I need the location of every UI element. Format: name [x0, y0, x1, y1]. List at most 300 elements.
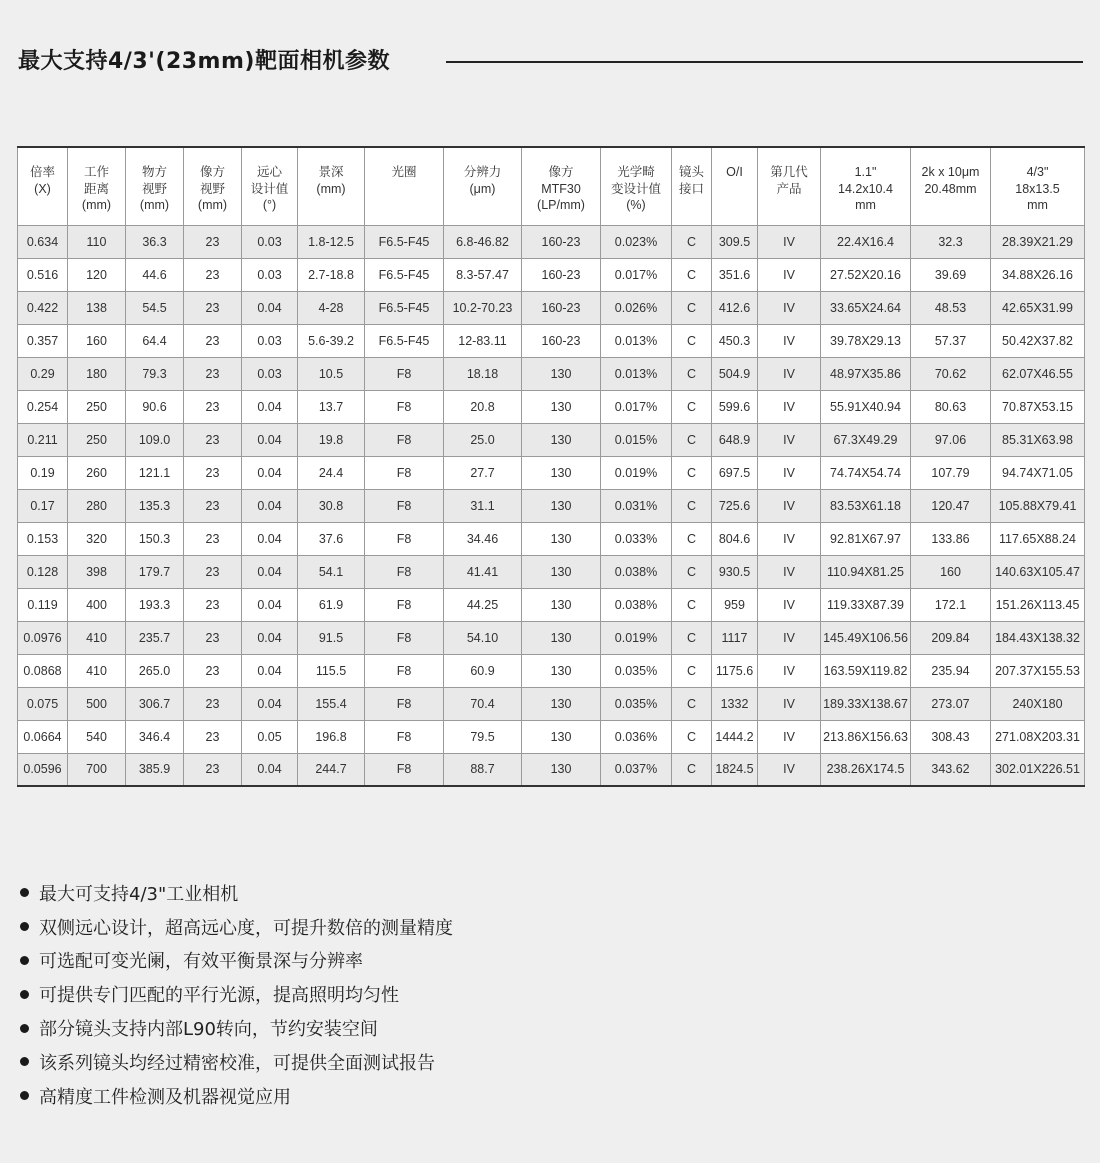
table-cell: 54.5 — [126, 291, 184, 324]
table-cell: 351.6 — [712, 258, 758, 291]
table-cell: 70.4 — [444, 687, 522, 720]
column-header-line: 像方 — [199, 165, 225, 179]
table-row — [18, 225, 1085, 258]
column-header-line: 14.2x10.4 — [838, 181, 893, 196]
table-cell: 0.19 — [18, 456, 68, 489]
bullet-icon — [20, 1057, 29, 1066]
table-cell: 130 — [522, 654, 601, 687]
table-cell: 0.0976 — [18, 621, 68, 654]
table-cell: 36.3 — [126, 225, 184, 258]
table-cell: 540 — [68, 720, 126, 753]
column-header-line: MTF30 — [541, 181, 581, 196]
table-cell: 1824.5 — [712, 753, 758, 786]
table-cell: IV — [758, 621, 821, 654]
table-cell: 44.6 — [126, 258, 184, 291]
table-cell: 599.6 — [712, 390, 758, 423]
column-header — [911, 147, 991, 225]
table-cell: F8 — [365, 390, 444, 423]
table-cell: 0.04 — [242, 291, 298, 324]
table-row — [18, 324, 1085, 357]
table-cell: 24.4 — [298, 456, 365, 489]
column-header-line: 景深 — [318, 165, 344, 179]
table-row — [18, 753, 1085, 786]
table-cell: 0.017% — [601, 258, 672, 291]
table-cell: 0.03 — [242, 225, 298, 258]
table-cell: 130 — [522, 456, 601, 489]
table-cell: 23 — [184, 687, 242, 720]
column-header — [365, 147, 444, 225]
table-cell: 1444.2 — [712, 720, 758, 753]
table-cell: 54.10 — [444, 621, 522, 654]
column-header-line: 设计值 — [250, 181, 289, 196]
table-cell: 22.4X16.4 — [821, 225, 911, 258]
table-cell: 119.33X87.39 — [821, 588, 911, 621]
table-row — [18, 423, 1085, 456]
table-cell: 130 — [522, 423, 601, 456]
column-header-line: O/I — [726, 165, 743, 179]
table-cell: 110 — [68, 225, 126, 258]
table-cell: IV — [758, 654, 821, 687]
table-cell: 23 — [184, 390, 242, 423]
table-cell: 240X180 — [991, 687, 1085, 720]
table-row — [18, 522, 1085, 555]
feature-text: 可选配可变光阑，有效平衡景深与分辨率 — [39, 951, 363, 973]
table-cell: 250 — [68, 423, 126, 456]
table-cell: F6.5-F45 — [365, 291, 444, 324]
table-cell: 130 — [522, 687, 601, 720]
table-cell: 160 — [68, 324, 126, 357]
table-row — [18, 456, 1085, 489]
column-header-line: 物方 — [141, 165, 167, 179]
table-cell: 196.8 — [298, 720, 365, 753]
table-cell: 0.04 — [242, 489, 298, 522]
bullet-icon — [20, 922, 29, 931]
table-row — [18, 390, 1085, 423]
table-cell: 0.037% — [601, 753, 672, 786]
table-cell: 5.6-39.2 — [298, 324, 365, 357]
column-header-line: 倍率 — [29, 165, 55, 179]
table-cell: 280 — [68, 489, 126, 522]
table-cell: 160-23 — [522, 225, 601, 258]
table-cell: 48.97X35.86 — [821, 357, 911, 390]
table-row — [18, 258, 1085, 291]
feature-item — [18, 1011, 453, 1045]
table-cell: 39.69 — [911, 258, 991, 291]
table-cell: 0.026% — [601, 291, 672, 324]
table-cell: 0.03 — [242, 324, 298, 357]
table-cell: 117.65X88.24 — [991, 522, 1085, 555]
feature-item — [18, 876, 453, 910]
table-cell: 235.94 — [911, 654, 991, 687]
table-cell: F8 — [365, 654, 444, 687]
feature-item — [18, 977, 453, 1011]
table-cell: 0.015% — [601, 423, 672, 456]
table-cell: 23 — [184, 324, 242, 357]
column-header — [444, 147, 522, 225]
table-cell: 700 — [68, 753, 126, 786]
table-row — [18, 357, 1085, 390]
table-cell: 0.119 — [18, 588, 68, 621]
column-header — [712, 147, 758, 225]
table-cell: 184.43X138.32 — [991, 621, 1085, 654]
page-title: 最大支持4/3'(23mm)靶面相机参数 — [18, 49, 390, 74]
table-cell: 70.62 — [911, 357, 991, 390]
column-header-line: 光学畸 — [617, 165, 655, 179]
table-cell: F8 — [365, 555, 444, 588]
column-header-line: 远心 — [256, 165, 282, 179]
table-cell: C — [672, 621, 712, 654]
column-header-line: (X) — [34, 181, 51, 196]
table-cell: 79.5 — [444, 720, 522, 753]
table-cell: 130 — [522, 720, 601, 753]
table-cell: 4-28 — [298, 291, 365, 324]
column-header-line: mm — [1027, 198, 1048, 212]
table-cell: C — [672, 258, 712, 291]
table-cell: 48.53 — [911, 291, 991, 324]
table-cell: C — [672, 720, 712, 753]
table-cell: 0.023% — [601, 225, 672, 258]
table-cell: 23 — [184, 753, 242, 786]
table-cell: 265.0 — [126, 654, 184, 687]
column-header — [821, 147, 911, 225]
table-cell: 32.3 — [911, 225, 991, 258]
table-cell: 346.4 — [126, 720, 184, 753]
column-header-line: 2k x 10μm — [921, 165, 980, 179]
table-cell: 160-23 — [522, 291, 601, 324]
table-cell: 0.04 — [242, 588, 298, 621]
table-cell: 412.6 — [712, 291, 758, 324]
table-cell: 0.0664 — [18, 720, 68, 753]
table-cell: 23 — [184, 588, 242, 621]
table-cell: 67.3X49.29 — [821, 423, 911, 456]
table-row — [18, 654, 1085, 687]
table-cell: 151.26X113.45 — [991, 588, 1085, 621]
table-cell: 0.422 — [18, 291, 68, 324]
table-cell: 0.019% — [601, 456, 672, 489]
feature-text: 部分镜头支持内部L90转向，节约安装空间 — [39, 1019, 378, 1041]
table-cell: 0.05 — [242, 720, 298, 753]
table-cell: 0.254 — [18, 390, 68, 423]
table-cell: IV — [758, 489, 821, 522]
table-cell: C — [672, 225, 712, 258]
table-cell: 6.8-46.82 — [444, 225, 522, 258]
table-cell: 0.019% — [601, 621, 672, 654]
table-cell: C — [672, 456, 712, 489]
table-cell: 94.74X71.05 — [991, 456, 1085, 489]
spec-table — [17, 146, 1085, 787]
table-cell: 193.3 — [126, 588, 184, 621]
table-cell: 1.8-12.5 — [298, 225, 365, 258]
table-cell: 42.65X31.99 — [991, 291, 1085, 324]
table-cell: 145.49X106.56 — [821, 621, 911, 654]
table-cell: 804.6 — [712, 522, 758, 555]
table-cell: 0.04 — [242, 654, 298, 687]
table-cell: 160 — [911, 555, 991, 588]
table-cell: 172.1 — [911, 588, 991, 621]
table-cell: 27.7 — [444, 456, 522, 489]
table-cell: 238.26X174.5 — [821, 753, 911, 786]
table-cell: C — [672, 423, 712, 456]
table-cell: 109.0 — [126, 423, 184, 456]
table-cell: 12-83.11 — [444, 324, 522, 357]
table-cell: IV — [758, 555, 821, 588]
table-cell: 130 — [522, 522, 601, 555]
bullet-icon — [20, 1091, 29, 1100]
table-cell: 92.81X67.97 — [821, 522, 911, 555]
table-cell: F8 — [365, 588, 444, 621]
column-header — [522, 147, 601, 225]
table-cell: 23 — [184, 225, 242, 258]
table-cell: IV — [758, 456, 821, 489]
table-cell: F8 — [365, 621, 444, 654]
table-cell: 130 — [522, 555, 601, 588]
table-cell: 0.033% — [601, 522, 672, 555]
table-cell: 30.8 — [298, 489, 365, 522]
table-cell: 10.5 — [298, 357, 365, 390]
table-cell: 410 — [68, 621, 126, 654]
column-header — [991, 147, 1085, 225]
bullet-icon — [20, 990, 29, 999]
table-cell: 105.88X79.41 — [991, 489, 1085, 522]
table-cell: 0.153 — [18, 522, 68, 555]
table-cell: 235.7 — [126, 621, 184, 654]
table-cell: C — [672, 654, 712, 687]
table-row — [18, 291, 1085, 324]
column-header-line: 分辨力 — [463, 165, 502, 179]
table-cell: 23 — [184, 720, 242, 753]
feature-item — [18, 1045, 453, 1079]
table-cell: IV — [758, 588, 821, 621]
column-header-line: 接口 — [678, 181, 704, 196]
table-cell: IV — [758, 324, 821, 357]
table-cell: 697.5 — [712, 456, 758, 489]
table-cell: IV — [758, 225, 821, 258]
table-header-row — [18, 147, 1085, 225]
table-cell: 306.7 — [126, 687, 184, 720]
table-row — [18, 621, 1085, 654]
table-cell: IV — [758, 357, 821, 390]
table-cell: 55.91X40.94 — [821, 390, 911, 423]
column-header — [242, 147, 298, 225]
table-cell: 308.43 — [911, 720, 991, 753]
table-cell: 400 — [68, 588, 126, 621]
table-cell: 410 — [68, 654, 126, 687]
table-cell: 31.1 — [444, 489, 522, 522]
feature-text: 可提供专门匹配的平行光源，提高照明均匀性 — [39, 985, 399, 1007]
table-cell: 0.038% — [601, 588, 672, 621]
column-header-line: 4/3" — [1026, 165, 1049, 179]
table-cell: 309.5 — [712, 225, 758, 258]
table-cell: C — [672, 324, 712, 357]
table-cell: 0.04 — [242, 687, 298, 720]
table-cell: F8 — [365, 522, 444, 555]
table-cell: F6.5-F45 — [365, 258, 444, 291]
table-cell: IV — [758, 720, 821, 753]
table-cell: 33.65X24.64 — [821, 291, 911, 324]
table-cell: 133.86 — [911, 522, 991, 555]
column-header — [298, 147, 365, 225]
table-cell: 0.0596 — [18, 753, 68, 786]
feature-list — [18, 876, 453, 1113]
table-cell: 50.42X37.82 — [991, 324, 1085, 357]
table-cell: 0.013% — [601, 324, 672, 357]
table-cell: 155.4 — [298, 687, 365, 720]
table-cell: 20.8 — [444, 390, 522, 423]
table-cell: 1332 — [712, 687, 758, 720]
table-cell: 1117 — [712, 621, 758, 654]
table-cell: 138 — [68, 291, 126, 324]
table-cell: 0.04 — [242, 621, 298, 654]
table-cell: 0.17 — [18, 489, 68, 522]
table-cell: 302.01X226.51 — [991, 753, 1085, 786]
table-cell: 189.33X138.67 — [821, 687, 911, 720]
table-cell: 0.357 — [18, 324, 68, 357]
table-cell: 121.1 — [126, 456, 184, 489]
table-cell: 648.9 — [712, 423, 758, 456]
table-cell: 725.6 — [712, 489, 758, 522]
table-cell: C — [672, 588, 712, 621]
table-cell: 273.07 — [911, 687, 991, 720]
table-cell: 343.62 — [911, 753, 991, 786]
column-header — [758, 147, 821, 225]
table-cell: F6.5-F45 — [365, 225, 444, 258]
table-cell: 44.25 — [444, 588, 522, 621]
feature-text: 该系列镜头均经过精密校准，可提供全面测试报告 — [39, 1052, 435, 1074]
feature-text: 双侧远心设计，超高远心度，可提升数倍的测量精度 — [39, 917, 453, 939]
column-header-line: 第几代 — [770, 165, 808, 179]
column-header-line: (μm) — [469, 181, 496, 196]
table-cell: 130 — [522, 390, 601, 423]
table-cell: 0.075 — [18, 687, 68, 720]
table-body — [18, 225, 1085, 786]
column-header-line: 工作 — [83, 165, 109, 179]
column-header — [68, 147, 126, 225]
table-cell: 23 — [184, 357, 242, 390]
table-cell: 23 — [184, 456, 242, 489]
table-cell: 213.86X156.63 — [821, 720, 911, 753]
column-header-line: 产品 — [776, 181, 802, 196]
column-header-line: 变设计值 — [610, 181, 661, 196]
table-cell: 115.5 — [298, 654, 365, 687]
table-cell: 0.03 — [242, 357, 298, 390]
table-cell: 64.4 — [126, 324, 184, 357]
table-cell: 0.04 — [242, 555, 298, 588]
table-cell: 150.3 — [126, 522, 184, 555]
feature-text: 高精度工件检测及机器视觉应用 — [39, 1086, 291, 1108]
table-cell: 25.0 — [444, 423, 522, 456]
table-cell: 180 — [68, 357, 126, 390]
column-header-line: 18x13.5 — [1015, 181, 1060, 196]
table-row — [18, 720, 1085, 753]
table-cell: 70.87X53.15 — [991, 390, 1085, 423]
table-cell: 60.9 — [444, 654, 522, 687]
table-cell: 120 — [68, 258, 126, 291]
table-cell: C — [672, 753, 712, 786]
table-cell: 54.1 — [298, 555, 365, 588]
table-row — [18, 687, 1085, 720]
feature-item — [18, 944, 453, 978]
feature-text: 最大可支持4/3"工业相机 — [39, 883, 239, 905]
table-cell: 930.5 — [712, 555, 758, 588]
table-cell: 0.0868 — [18, 654, 68, 687]
table-cell: 0.035% — [601, 687, 672, 720]
table-cell: 0.04 — [242, 390, 298, 423]
table-cell: 107.79 — [911, 456, 991, 489]
table-cell: 130 — [522, 357, 601, 390]
table-cell: IV — [758, 390, 821, 423]
table-cell: 62.07X46.55 — [991, 357, 1085, 390]
table-cell: C — [672, 522, 712, 555]
table-cell: 90.6 — [126, 390, 184, 423]
table-cell: 61.9 — [298, 588, 365, 621]
table-cell: 163.59X119.82 — [821, 654, 911, 687]
table-cell: 130 — [522, 489, 601, 522]
table-cell: IV — [758, 753, 821, 786]
table-cell: 37.6 — [298, 522, 365, 555]
table-cell: 120.47 — [911, 489, 991, 522]
table-cell: 250 — [68, 390, 126, 423]
table-cell: F8 — [365, 357, 444, 390]
table-cell: 0.03 — [242, 258, 298, 291]
table-row — [18, 555, 1085, 588]
table-cell: C — [672, 489, 712, 522]
table-cell: F8 — [365, 489, 444, 522]
column-header — [184, 147, 242, 225]
table-cell: 0.634 — [18, 225, 68, 258]
table-cell: 39.78X29.13 — [821, 324, 911, 357]
column-header-line: (mm) — [197, 198, 228, 212]
table-cell: 0.516 — [18, 258, 68, 291]
table-cell: 79.3 — [126, 357, 184, 390]
table-cell: 0.017% — [601, 390, 672, 423]
table-cell: 23 — [184, 291, 242, 324]
column-header-line: (%) — [626, 198, 646, 212]
table-cell: 83.53X61.18 — [821, 489, 911, 522]
table-cell: 0.04 — [242, 423, 298, 456]
column-header-line: (°) — [262, 198, 277, 212]
column-header-line: (mm) — [316, 181, 346, 196]
table-cell: F8 — [365, 720, 444, 753]
bullet-icon — [20, 1024, 29, 1033]
table-cell: 10.2-70.23 — [444, 291, 522, 324]
title-divider — [446, 61, 1083, 63]
feature-item — [18, 1079, 453, 1113]
column-header-line: 1.1" — [854, 165, 877, 179]
table-cell: IV — [758, 522, 821, 555]
bullet-icon — [20, 888, 29, 897]
table-cell: IV — [758, 258, 821, 291]
table-cell: 260 — [68, 456, 126, 489]
table-cell: 2.7-18.8 — [298, 258, 365, 291]
column-header-line: mm — [855, 198, 876, 212]
table-cell: 97.06 — [911, 423, 991, 456]
table-cell: 23 — [184, 258, 242, 291]
feature-item — [18, 910, 453, 944]
table-cell: 0.013% — [601, 357, 672, 390]
table-cell: 88.7 — [444, 753, 522, 786]
table-cell: IV — [758, 291, 821, 324]
table-cell: 207.37X155.53 — [991, 654, 1085, 687]
table-cell: 160-23 — [522, 258, 601, 291]
table-cell: 959 — [712, 588, 758, 621]
column-header — [672, 147, 712, 225]
table-cell: C — [672, 291, 712, 324]
table-cell: 23 — [184, 522, 242, 555]
column-header-line: 光圈 — [391, 165, 417, 179]
table-cell: C — [672, 555, 712, 588]
column-header-line: 20.48mm — [924, 181, 977, 196]
table-cell: C — [672, 357, 712, 390]
